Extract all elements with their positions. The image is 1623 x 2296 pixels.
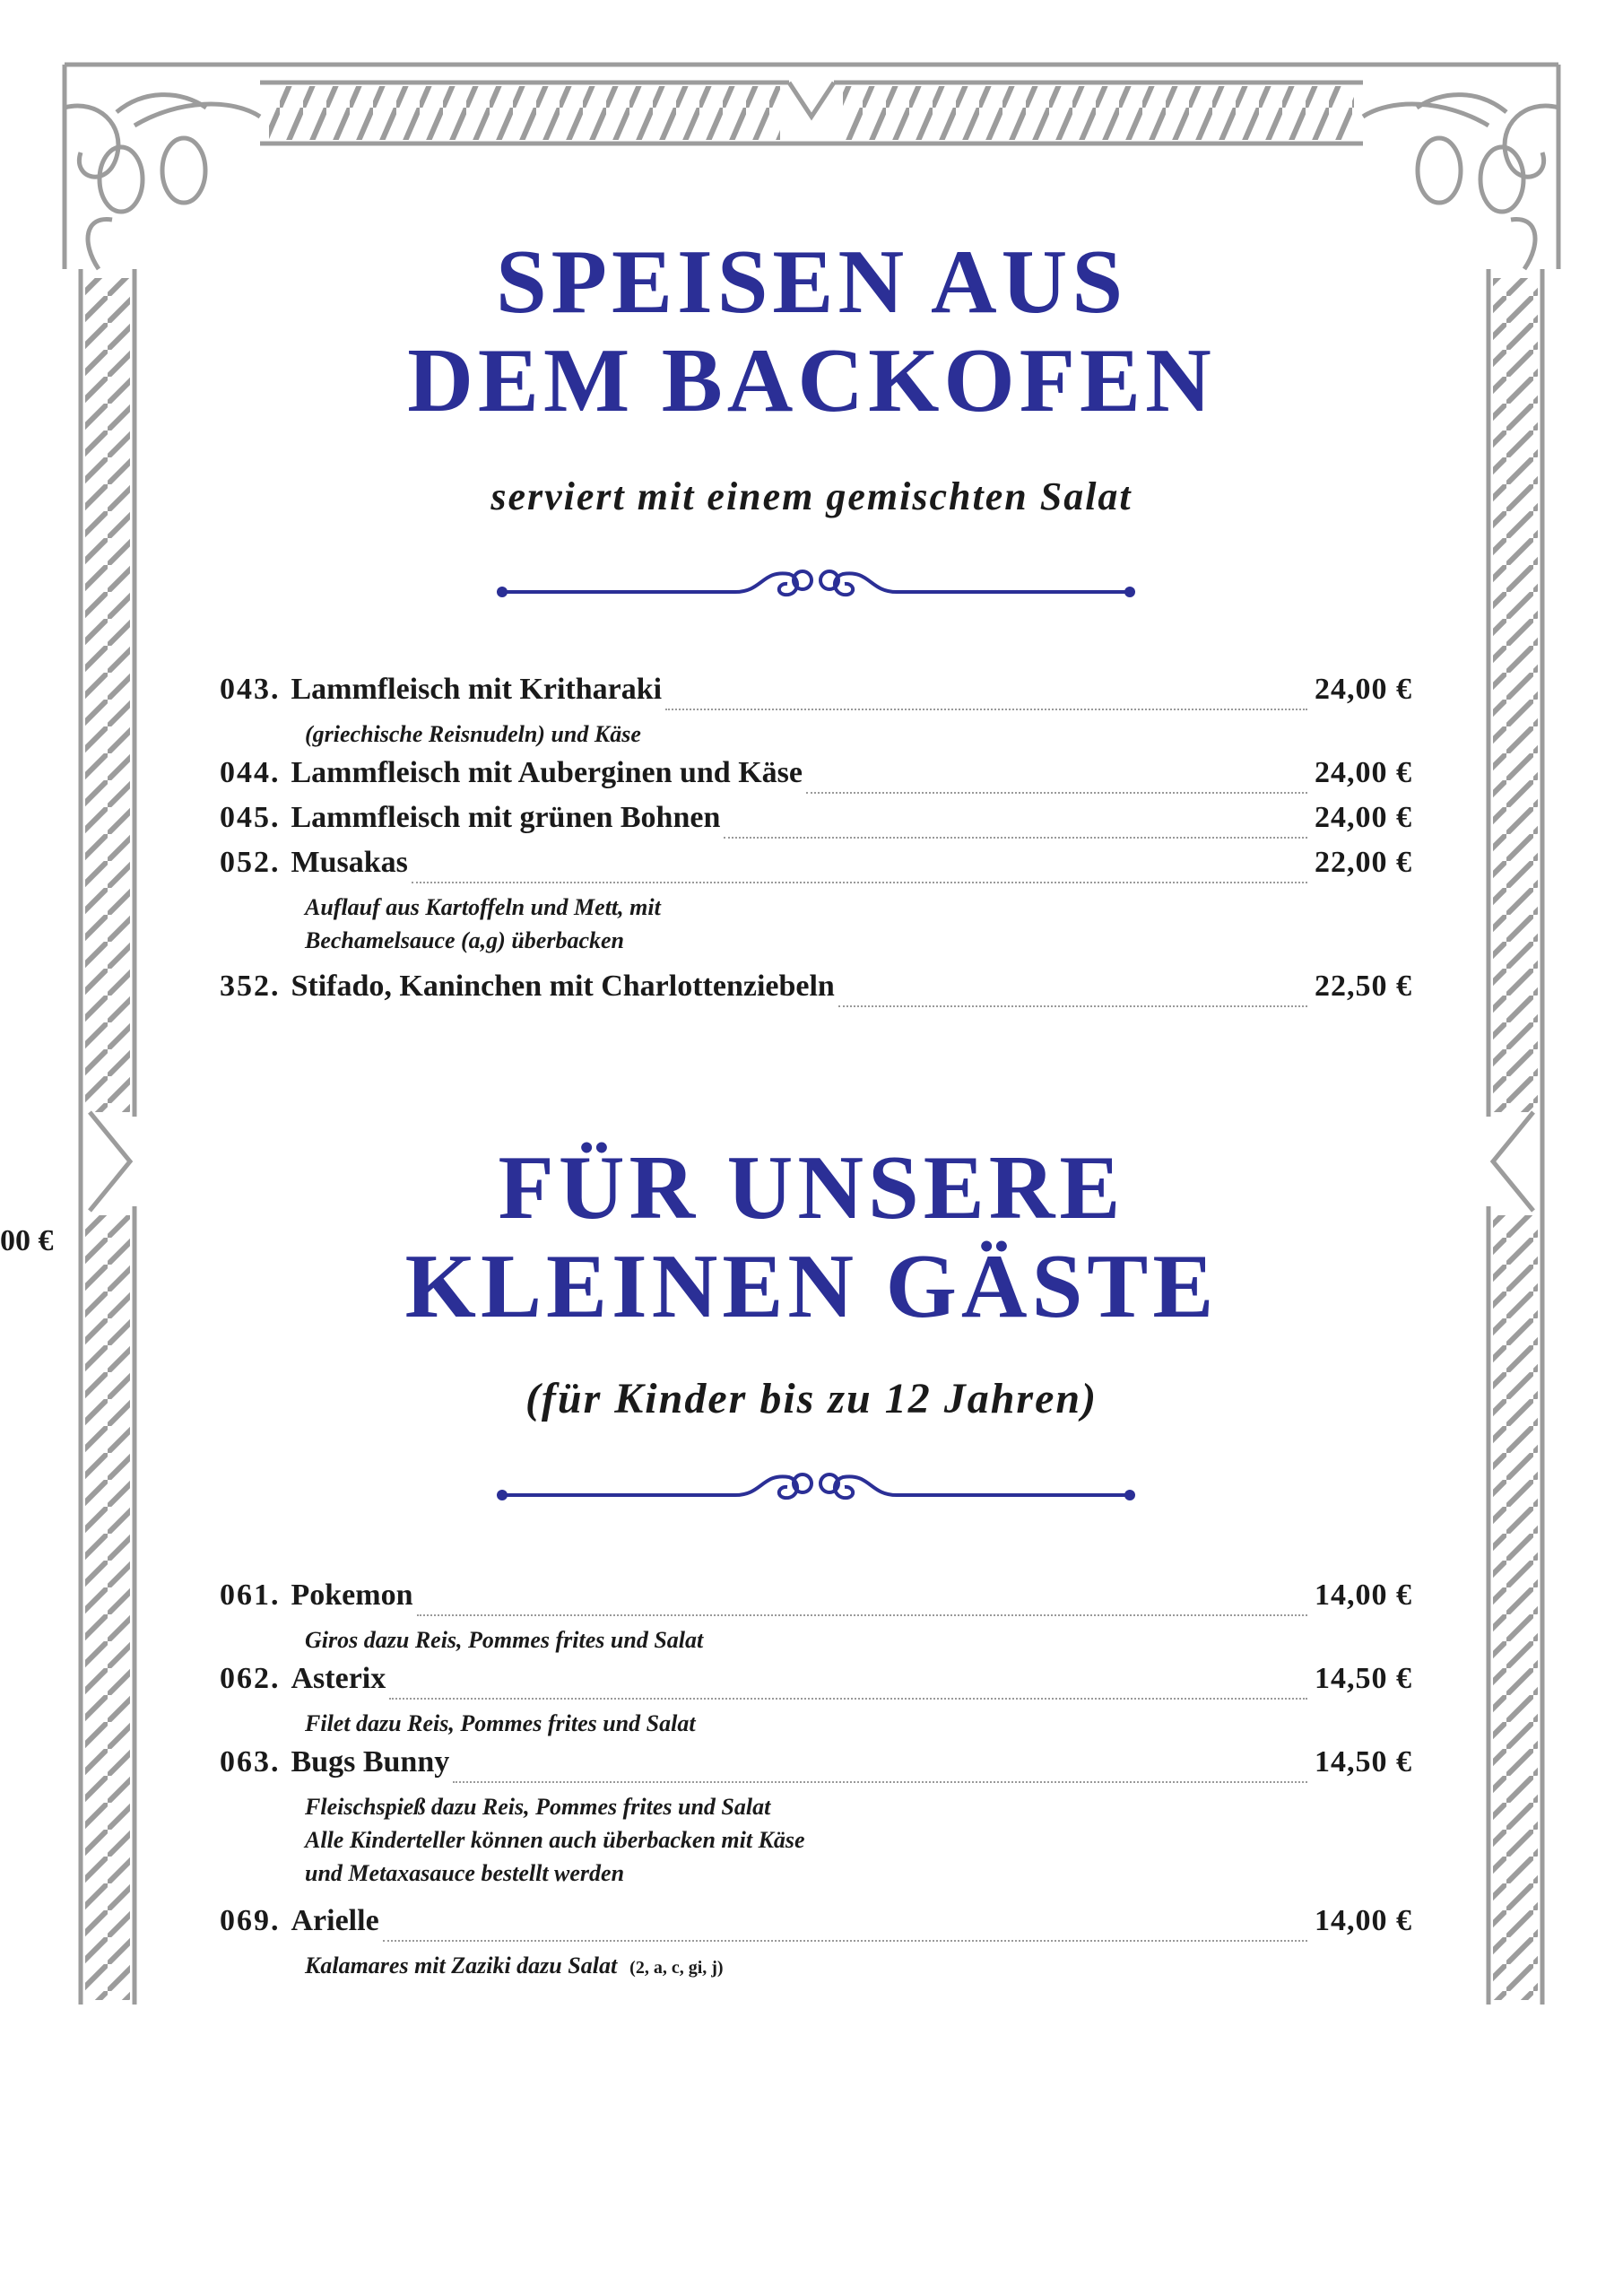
item-name: Lammfleisch mit grünen Bohnen xyxy=(291,801,721,834)
item-number: 052. xyxy=(220,846,281,879)
section-subtitle-salat: serviert mit einem gemischten Salat xyxy=(490,474,1133,518)
item-number: 069. xyxy=(220,1904,281,1937)
item-price: 14,50 € xyxy=(1315,1745,1412,1779)
menu-list-backofen xyxy=(220,673,1412,1014)
dotted-leader xyxy=(383,1939,1307,1942)
cut-off-price: 00 € xyxy=(0,1224,54,1257)
menu-item xyxy=(220,846,1412,957)
item-price: 22,00 € xyxy=(1315,846,1412,879)
item-description: (griechische Reisnudeln) und Käse xyxy=(305,721,641,747)
item-description: Fleischspieß dazu Reis, Pommes frites und Salat xyxy=(305,1794,771,1820)
menu-item xyxy=(220,1904,1412,1985)
item-description: und Metaxasauce bestellt werden xyxy=(305,1860,625,1886)
item-name: Musakas xyxy=(291,846,408,879)
item-price: 22,50 € xyxy=(1315,970,1412,1003)
item-number: 352. xyxy=(220,970,281,1003)
menu-item xyxy=(220,1745,1412,1890)
ornament-divider-icon xyxy=(493,561,1139,614)
item-name: Pokemon xyxy=(291,1578,413,1612)
item-price: 24,00 € xyxy=(1315,801,1412,834)
dotted-leader xyxy=(412,881,1307,883)
item-number: 043. xyxy=(220,673,281,706)
ornament-divider-icon xyxy=(493,1464,1139,1518)
item-number: 044. xyxy=(220,756,281,789)
menu-item xyxy=(220,756,1412,801)
menu-item xyxy=(220,970,1412,1014)
allergen-codes: (2, a, c, gi, j) xyxy=(629,1958,724,1978)
item-price: 14,00 € xyxy=(1315,1578,1412,1612)
item-description: Auflauf aus Kartoffeln und Mett, mit xyxy=(305,894,661,920)
dotted-leader xyxy=(806,791,1307,794)
dotted-leader xyxy=(724,836,1307,839)
menu-item xyxy=(220,1578,1412,1657)
dotted-leader xyxy=(665,708,1307,710)
item-description: Alle Kinderteller können auch überbacken mit Käse xyxy=(305,1827,805,1853)
item-number: 061. xyxy=(220,1578,281,1612)
item-description: Giros dazu Reis, Pommes frites und Salat xyxy=(305,1627,704,1653)
section-title-kinder: FÜR UNSERE KLEINEN GÄSTE xyxy=(404,1137,1219,1337)
dotted-leader xyxy=(838,1004,1307,1007)
item-name: Asterix xyxy=(291,1662,386,1695)
dotted-leader xyxy=(389,1697,1307,1700)
section-title-backofen: SPEISEN AUS DEM BACKOFEN xyxy=(407,231,1216,431)
menu-item xyxy=(220,801,1412,846)
item-name: Arielle xyxy=(291,1904,379,1937)
item-name: Stifado, Kaninchen mit Charlottenziebeln xyxy=(291,970,835,1003)
item-name: Lammfleisch mit Kritharaki xyxy=(291,673,663,706)
menu-item xyxy=(220,1662,1412,1740)
item-description-text: Kalamares mit Zaziki dazu Salat xyxy=(305,1952,618,1979)
item-number: 063. xyxy=(220,1745,281,1779)
dotted-leader xyxy=(417,1613,1308,1616)
menu-item xyxy=(220,673,1412,751)
item-price: 24,00 € xyxy=(1315,756,1412,789)
item-name: Bugs Bunny xyxy=(291,1745,450,1779)
item-description xyxy=(305,1949,1412,1985)
item-number: 045. xyxy=(220,801,281,834)
item-price: 24,00 € xyxy=(1315,673,1412,706)
item-name: Lammfleisch mit Auberginen und Käse xyxy=(291,756,803,789)
item-price: 14,50 € xyxy=(1315,1662,1412,1695)
item-number: 062. xyxy=(220,1662,281,1695)
dotted-leader xyxy=(453,1780,1307,1783)
item-price: 14,00 € xyxy=(1315,1904,1412,1937)
section-subtitle-kinder: (für Kinder bis zu 12 Jahren) xyxy=(525,1375,1098,1422)
item-description: Filet dazu Reis, Pommes frites und Salat xyxy=(305,1710,696,1736)
menu-list-kinder xyxy=(220,1578,1412,1985)
item-description: Bechamelsauce (a,g) überbacken xyxy=(305,927,625,953)
